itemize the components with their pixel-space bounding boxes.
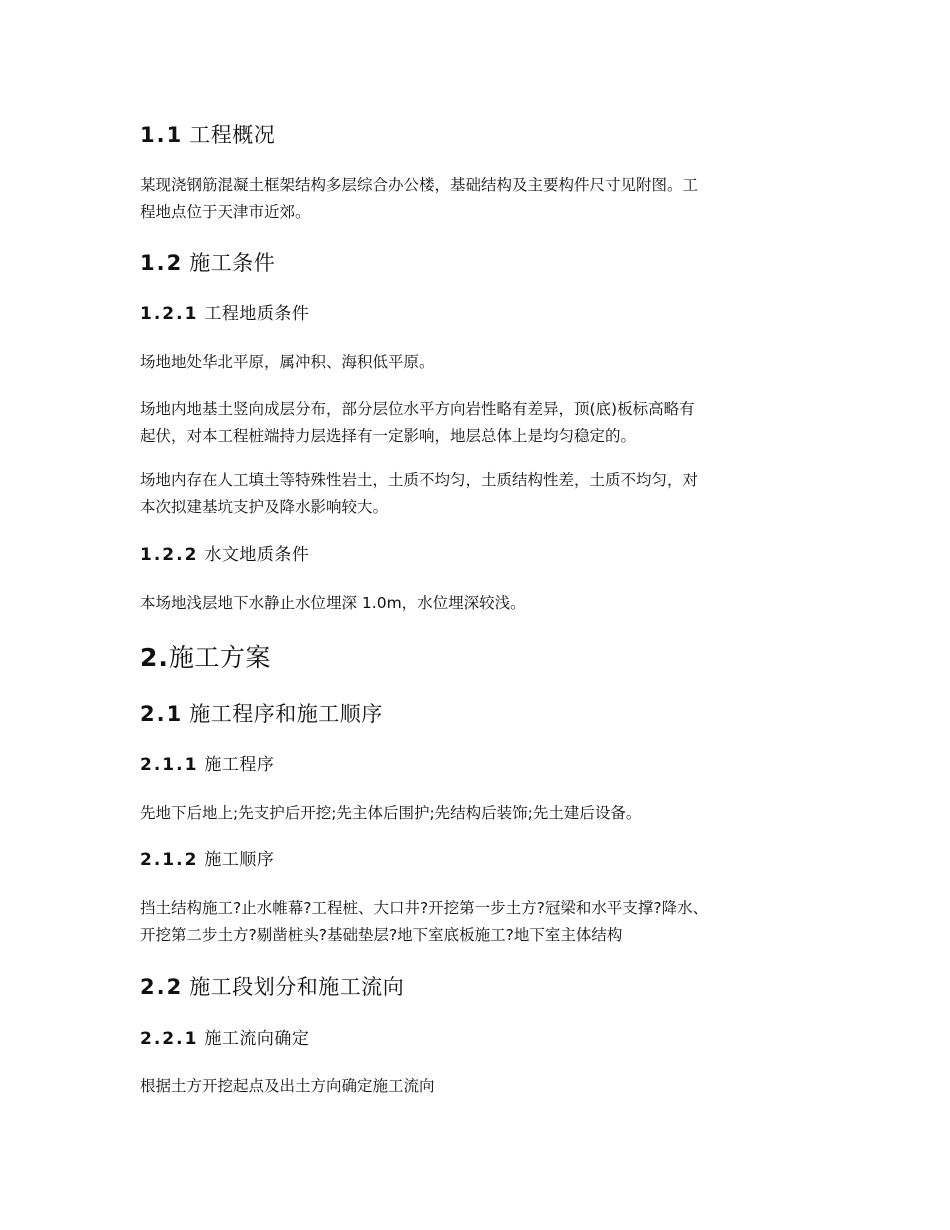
paragraph-line: 场地地处华北平原，属冲积、海积低平原。 bbox=[140, 353, 435, 371]
section-title: 施工程序和施工顺序 bbox=[189, 702, 383, 726]
paragraph-line: 挡土结构施工?止水帷幕?工程桩、大口井?开挖第一步土方?冠梁和水平支撑?降水、 bbox=[140, 899, 709, 917]
section-number: 1.1 bbox=[140, 123, 184, 147]
paragraph-line: 起伏，对本工程桩端持力层选择有一定影响，地层总体上是均匀稳定的。 bbox=[140, 427, 637, 445]
section-number: 1.2.1 bbox=[140, 304, 199, 324]
section-number: 2. bbox=[140, 643, 169, 672]
section-title: 施工流向确定 bbox=[204, 1029, 310, 1049]
paragraph bbox=[140, 895, 812, 949]
paragraph-line: 某现浇钢筋混凝土框架结构多层综合办公楼，基础结构及主要构件尺寸见附图。工 bbox=[140, 176, 699, 194]
section-title: 施工方案 bbox=[168, 643, 271, 672]
paragraph-line: 本次拟建基坑支护及降水影响较大。 bbox=[140, 498, 389, 516]
section-heading-2-1 bbox=[140, 701, 812, 727]
section-title: 工程概况 bbox=[189, 123, 276, 147]
paragraph-line: 本场地浅层地下水静止水位埋深 1.0m，水位埋深较浅。 bbox=[140, 594, 526, 612]
section-number: 1.2.2 bbox=[140, 545, 199, 565]
chapter-heading-2 bbox=[140, 643, 812, 673]
section-title: 工程地质条件 bbox=[204, 304, 310, 324]
section-number: 2.1.1 bbox=[140, 755, 199, 775]
paragraph bbox=[140, 172, 812, 226]
paragraph bbox=[140, 800, 812, 827]
subsection-heading-1-2-2 bbox=[140, 544, 812, 566]
section-number: 2.2 bbox=[140, 975, 184, 999]
section-title: 施工顺序 bbox=[204, 850, 275, 870]
subsection-heading-2-2-1 bbox=[140, 1028, 812, 1050]
section-title: 施工段划分和施工流向 bbox=[189, 975, 405, 999]
section-heading-1-2 bbox=[140, 250, 812, 276]
section-title: 施工程序 bbox=[204, 755, 275, 775]
paragraph bbox=[140, 349, 812, 376]
paragraph bbox=[140, 396, 812, 450]
subsection-heading-2-1-1 bbox=[140, 754, 812, 776]
paragraph-line: 程地点位于天津市近郊。 bbox=[140, 203, 311, 221]
subsection-heading-2-1-2 bbox=[140, 849, 812, 871]
section-number: 2.1.2 bbox=[140, 850, 199, 870]
paragraph-line: 场地内存在人工填土等特殊性岩土，土质不均匀，土质结构性差，土质不均匀，对 bbox=[140, 471, 699, 489]
section-number: 2.2.1 bbox=[140, 1029, 199, 1049]
paragraph-line: 场地内地基土竖向成层分布，部分层位水平方向岩性略有差异，顶(底)板标高略有 bbox=[140, 400, 695, 418]
section-number: 2.1 bbox=[140, 702, 184, 726]
section-title: 水文地质条件 bbox=[204, 545, 310, 565]
paragraph bbox=[140, 467, 812, 521]
paragraph-line: 根据土方开挖起点及出土方向确定施工流向 bbox=[140, 1077, 435, 1095]
section-number: 1.2 bbox=[140, 251, 184, 275]
paragraph bbox=[140, 1073, 812, 1100]
section-heading-1-1 bbox=[140, 122, 812, 148]
section-title: 施工条件 bbox=[189, 251, 276, 275]
paragraph-line: 先地下后地上;先支护后开挖;先主体后围护;先结构后装饰;先土建后设备。 bbox=[140, 804, 642, 822]
paragraph-line: 开挖第二步土方?剔凿桩头?基础垫层?地下室底板施工?地下室主体结构 bbox=[140, 926, 623, 944]
subsection-heading-1-2-1 bbox=[140, 303, 812, 325]
section-heading-2-2 bbox=[140, 974, 812, 1000]
paragraph bbox=[140, 590, 812, 617]
